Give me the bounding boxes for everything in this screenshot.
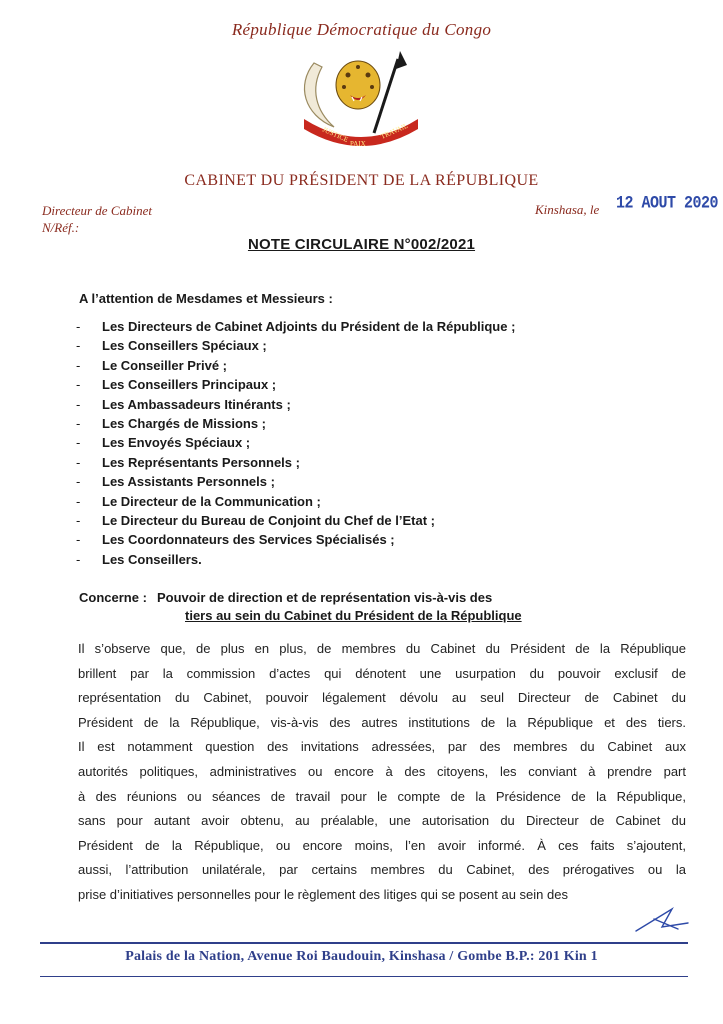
document-title: NOTE CIRCULAIRE N°002/2021 — [247, 236, 476, 253]
recipient-text: Les Coordonnateurs des Services Spécialisés ; — [102, 532, 395, 548]
dash-bullet: - — [76, 319, 81, 334]
dash-bullet: - — [76, 551, 81, 567]
coat-of-arms-icon — [286, 45, 436, 155]
sender-block — [42, 202, 152, 236]
recipient-text: Les Conseillers Spéciaux ; — [102, 338, 267, 354]
list-item — [76, 433, 515, 452]
motto-left: JUSTICE — [321, 125, 350, 144]
motto-right: TRAVAIL — [379, 121, 410, 141]
motto-center: PAIX — [350, 140, 366, 148]
reference-label: N/Réf.: — [42, 220, 80, 235]
republic-heading: République Démocratique du Congo — [231, 20, 492, 39]
recipient-text: Les Conseillers Principaux ; — [102, 377, 277, 393]
body-line: Il s’observe que, de plus en plus, de membres du Cabinet du Président de la République — [78, 641, 686, 656]
footer-address: Palais de la Nation, Avenue Roi Baudouin, Kinshasa / Gombe B.P.: 201 Kin 1 — [125, 949, 598, 964]
cabinet-heading: CABINET DU PRÉSIDENT DE LA RÉPUBLIQUE — [184, 172, 539, 189]
recipient-list — [76, 317, 515, 569]
list-item — [76, 375, 515, 394]
list-item — [76, 356, 515, 375]
dash-bullet: - — [76, 435, 81, 451]
body-line: à des réunions ou séances de travail pour le compte de la Présidence de la République, — [78, 788, 686, 804]
recipient-text: Les Conseillers. — [102, 551, 202, 567]
body-line: Il est notamment question des invitations adressées, par des membres du Cabinet aux — [78, 739, 686, 755]
attention-line: A l’attention de Mesdames et Messieurs : — [79, 291, 333, 306]
dash-bullet: - — [76, 357, 81, 373]
recipient-text: Le Conseiller Privé ; — [102, 357, 227, 373]
dash-bullet: - — [76, 454, 81, 470]
dash-bullet: - — [76, 532, 81, 548]
list-item — [76, 317, 515, 336]
footer-divider-bottom — [40, 976, 688, 977]
recipient-text: Les Chargés de Missions ; — [102, 415, 266, 431]
subject-text — [157, 589, 522, 625]
dash-bullet: - — [76, 396, 81, 412]
recipient-text: Les Envoyés Spéciaux ; — [102, 435, 251, 451]
body-line: sans pour autant avoir obtenu, au préalable, une autorisation du Directeur de Cabinet du — [78, 813, 686, 829]
dash-bullet: - — [76, 377, 81, 393]
recipient-text: Les Représentants Personnels ; — [102, 454, 300, 470]
recipient-text: Les Ambassadeurs Itinérants ; — [102, 396, 291, 412]
dash-bullet: - — [76, 415, 81, 431]
recipient-text: Le Directeur de la Communication ; — [102, 493, 321, 509]
footer-divider — [40, 942, 688, 944]
list-item — [76, 472, 515, 491]
recipient-text: Les Directeurs de Cabinet Adjoints du Président de la République ; — [102, 319, 516, 334]
dash-bullet: - — [76, 474, 81, 490]
body-line: aussi, l’attribution unilatérale, par certains membres du Cabinet, des prérogatives ou la — [78, 862, 686, 878]
recipient-text: Le Directeur du Bureau de Conjoint du Chef de l’Etat ; — [102, 512, 435, 528]
list-item — [76, 414, 515, 433]
list-item — [76, 336, 515, 355]
subject-line-2: tiers au sein du Cabinet du Président de la République — [185, 608, 522, 623]
body-paragraph — [78, 637, 686, 908]
dash-bullet: - — [76, 493, 81, 509]
list-item — [76, 530, 515, 549]
body-line: Président de la République, vis-à-vis des autres institutions de la République et des tiers. — [78, 714, 686, 730]
dash-bullet: - — [76, 338, 81, 354]
list-item — [76, 453, 515, 472]
list-item — [76, 395, 515, 414]
subject-line-1: Pouvoir de direction et de représentation vis-à-vis des — [157, 590, 493, 605]
list-item — [76, 550, 515, 569]
body-line: brillent par la commission d’actes qui dénotent une usurpation du pouvoir exclusif de — [78, 665, 686, 681]
initials-signature — [632, 905, 690, 937]
place-label: Kinshasa, le — [535, 202, 600, 217]
date-stamp: 12 AOUT 2020 — [616, 193, 719, 214]
body-line: autorités politiques, administratives ou encore à des citoyens, les conviant à prendre part — [78, 763, 686, 779]
dash-bullet: - — [76, 512, 81, 528]
list-item — [76, 492, 515, 511]
subject-label: Concerne : — [79, 590, 147, 605]
director-label: Directeur de Cabinet — [42, 203, 152, 218]
body-line: Président de la République, ou encore moins, l’en avoir informé. À ces faits s’ajoutent, — [78, 837, 686, 853]
recipient-text: Les Assistants Personnels ; — [102, 474, 275, 490]
list-item — [76, 511, 515, 530]
body-line: prise d’initiatives personnelles pour le règlement des litiges qui se posent au sein des — [78, 886, 568, 902]
body-line: représentation du Cabinet, pouvoir légalement dévolu au seul Directeur de Cabinet du — [78, 690, 686, 706]
